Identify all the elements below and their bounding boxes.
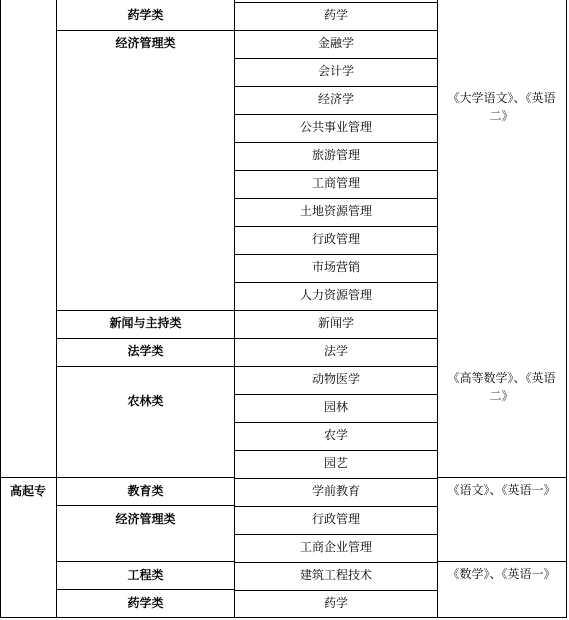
major-cell: 工商企业管理 (299, 540, 372, 554)
major-cell: 法学 (323, 344, 348, 358)
major-cell: 药学 (323, 8, 348, 22)
major-cell: 公共事业管理 (299, 120, 372, 134)
major-cell: 旅游管理 (311, 148, 360, 162)
major-cell: 土地资源管理 (299, 204, 372, 218)
category-cell: 法学类 (127, 344, 164, 358)
major-cell: 行政管理 (311, 232, 360, 246)
category-cell: 新闻与主持类 (109, 316, 182, 330)
major-cell: 建筑工程技术 (299, 568, 372, 582)
major-cell: 市场营销 (311, 260, 360, 274)
category-cell: 经济管理类 (115, 36, 176, 50)
major-cell: 行政管理 (311, 512, 360, 526)
exam-subjects-cell: 《数学》、《英语一》 (447, 567, 556, 581)
major-cell: 会计学 (317, 64, 354, 78)
category-cell: 农林类 (127, 394, 164, 408)
major-cell: 工商管理 (311, 176, 360, 190)
major-cell: 药学 (323, 596, 348, 610)
major-cell: 人力资源管理 (299, 288, 372, 302)
major-cell: 园林 (323, 400, 348, 414)
category-cell: 经济管理类 (115, 512, 176, 526)
category-cell: 药学类 (127, 596, 164, 610)
major-cell: 学前教育 (311, 484, 360, 498)
exam-subjects-cell: 《高等数学》、《英语二》 (447, 371, 556, 403)
category-cell: 教育类 (127, 484, 164, 498)
major-cell: 金融学 (317, 36, 354, 50)
exam-subjects-cell: 《大学语文》、《英语二》 (447, 91, 556, 123)
major-cell: 园艺 (323, 456, 348, 470)
major-cell: 农学 (323, 428, 348, 442)
major-cell: 新闻学 (317, 316, 354, 330)
level-gaoqizhuan: 高起专 (10, 484, 47, 498)
major-cell: 动物医学 (311, 372, 360, 386)
major-cell: 经济学 (317, 92, 354, 106)
category-cell: 工程类 (127, 568, 164, 582)
category-cell: 药学类 (127, 8, 164, 22)
exam-subjects-cell: 《语文》、《英语一》 (447, 483, 556, 497)
